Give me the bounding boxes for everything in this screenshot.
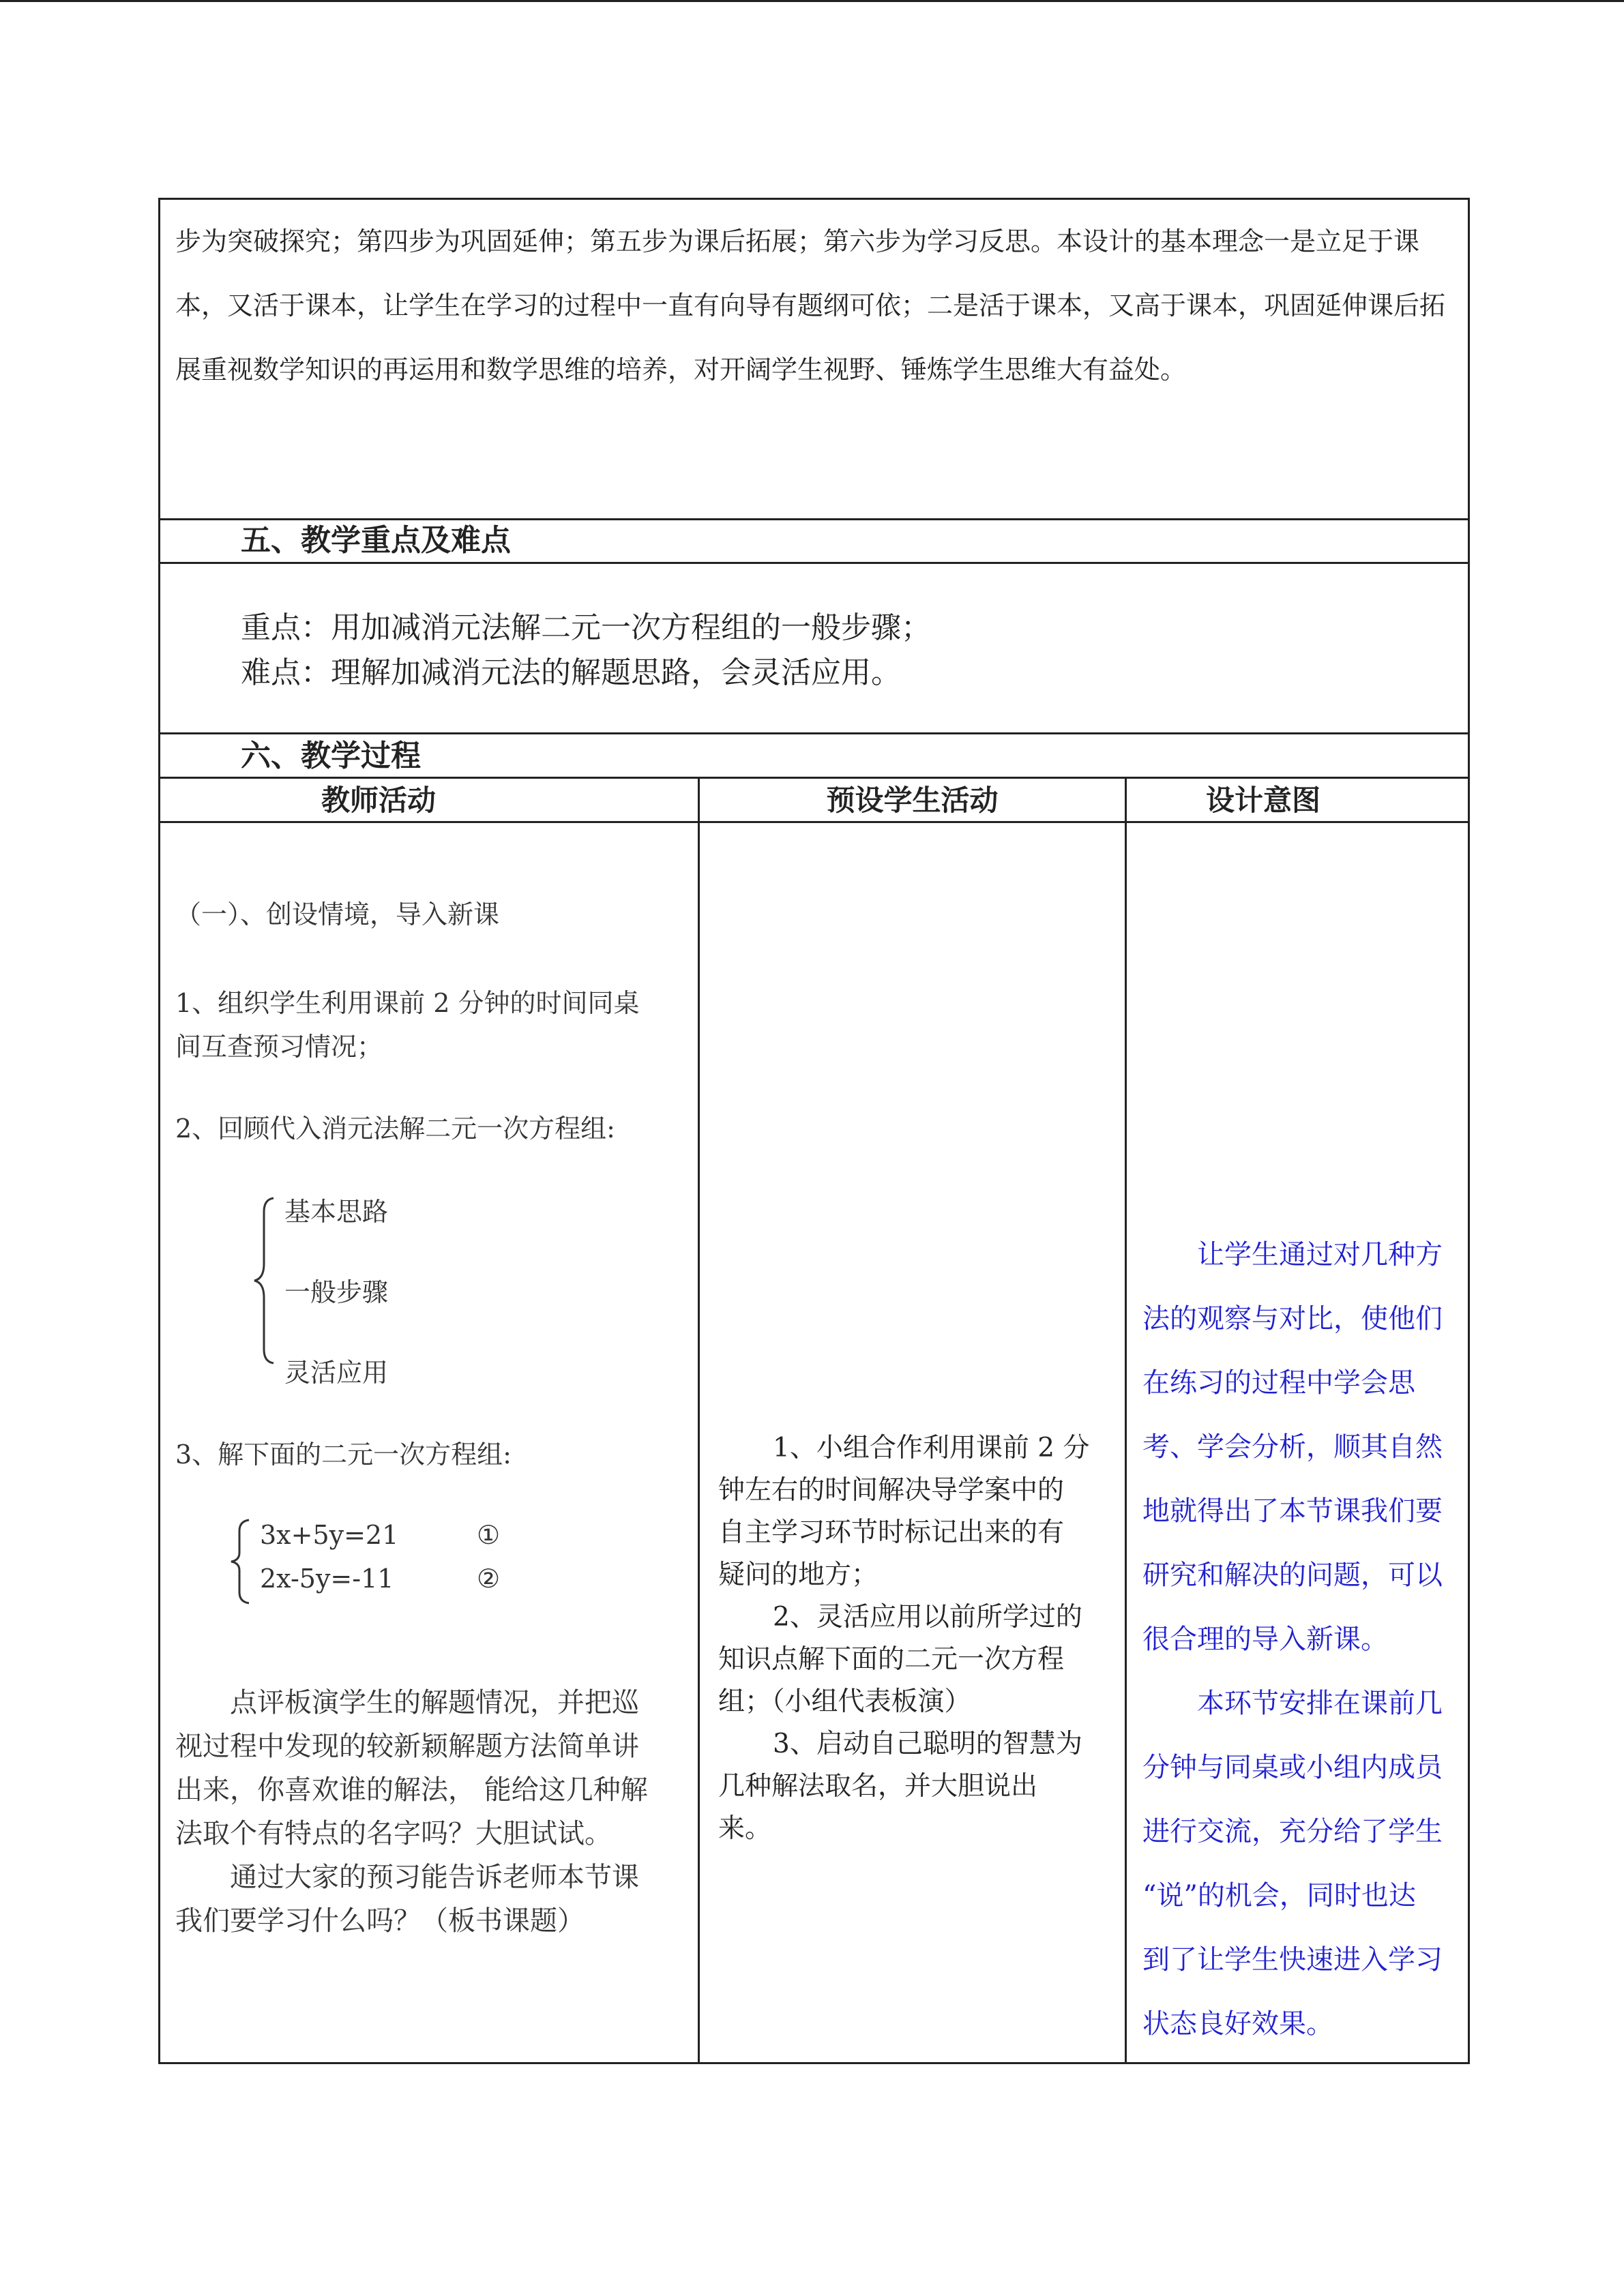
student-activity-cell: [718, 1427, 1127, 1850]
design-line: 研究和解决的问题，可以: [1142, 1560, 1443, 1591]
design-intent-cell: [1142, 1223, 1463, 2056]
teacher-item-1-line-2: 间互查预习情况；: [175, 1032, 383, 1062]
student-line: 钟左右的时间解决导学案中的: [718, 1475, 1065, 1506]
design-line: 进行交流，充分给了学生: [1142, 1816, 1443, 1847]
comment-line: 我们要学习什么吗？（板书课题）: [175, 1905, 585, 1937]
design-line: 让学生通过对几种方: [1197, 1239, 1443, 1270]
section-6-title: 六、教学过程: [241, 739, 421, 773]
student-line: 1、小组合作利用课前 2 分: [773, 1433, 1090, 1463]
student-line: 组；（小组代表板演）: [718, 1686, 971, 1717]
student-line: 自主学习环节时标记出来的有: [718, 1517, 1065, 1548]
design-line: 在练习的过程中学会思: [1142, 1367, 1415, 1399]
teacher-activity-cell: [175, 822, 694, 2049]
design-line: 分钟与同桌或小组内成员: [1142, 1752, 1443, 1783]
lesson-plan-table: [158, 198, 1470, 2064]
key-point: 重点：用加减消元法解二元一次方程组的一般步骤；: [241, 610, 931, 645]
student-line: 来。: [718, 1813, 772, 1844]
design-line: 地就得出了本节课我们要: [1142, 1495, 1443, 1527]
intro-paragraph: 步为突破探究；第四步为巩固延伸；第五步为课后拓展；第六步为学习反思。本设计的基本理念一是立足于课本，又活于课本，让学生在学习的过程中一直有向导有题纲可依；二是活于课本，又高于课本，巩固延伸课后拓展重视数学知识的再运用和数学思维的培养，对开阔学生视野、锤炼学生思维大有益处。: [175, 226, 1446, 385]
equation-brace-icon: [228, 1517, 252, 1606]
column-header-student: 预设学生活动: [826, 784, 999, 817]
teacher-item-3: 3、解下面的二元一次方程组:: [175, 1440, 512, 1470]
design-line: 本环节安排在课前几: [1197, 1688, 1443, 1719]
brace-icon: [250, 1195, 278, 1366]
design-line: 法的观察与对比，使他们: [1142, 1303, 1443, 1335]
row-divider: [160, 732, 1468, 734]
brace-item-flexible-use: 灵活应用: [284, 1358, 389, 1388]
student-line: 2、灵活应用以前所学过的: [773, 1602, 1082, 1632]
brace-item-general-steps: 一般步骤: [284, 1277, 389, 1307]
teacher-item-1-line-1: 1、组织学生利用课前 2 分钟的时间同桌: [175, 988, 640, 1018]
column-divider: [1125, 777, 1127, 2062]
design-line: 到了让学生快速进入学习: [1142, 1944, 1443, 1976]
design-line: “说”的机会，同时也达: [1142, 1880, 1416, 1911]
equation-1-mark: ①: [477, 1520, 501, 1550]
teacher-heading: （一）、创设情境，导入新课: [175, 899, 500, 929]
equation-2: 2x-5y=-11: [260, 1564, 394, 1594]
difficulty: 难点：理解加减消元法的解题思路，会灵活应用。: [241, 655, 901, 690]
brace-item-basic-idea: 基本思路: [284, 1197, 389, 1227]
student-line: 几种解法取名，并大胆说出: [718, 1771, 1038, 1802]
section-5-title: 五、教学重点及难点: [241, 523, 511, 558]
equation-2-mark: ②: [477, 1564, 501, 1594]
column-divider: [698, 777, 700, 2062]
student-line: 知识点解下面的二元一次方程: [718, 1644, 1065, 1675]
page-top-border: [0, 0, 1624, 2]
comment-line: 通过大家的预习能告诉老师本节课: [230, 1862, 639, 1893]
row-divider: [160, 562, 1468, 564]
design-line: 很合理的导入新课。: [1142, 1624, 1388, 1655]
student-line: 疑问的地方；: [718, 1560, 879, 1590]
comment-line: 点评板演学生的解题情况，并把巡: [230, 1687, 639, 1718]
row-divider: [160, 777, 1468, 779]
comment-line: 视过程中发现的较新颖解题方法简单讲: [175, 1731, 639, 1762]
equation-1: 3x+5y=21: [260, 1520, 399, 1550]
teacher-item-2: 2、回顾代入消元法解二元一次方程组:: [175, 1114, 615, 1144]
student-line: 3、启动自己聪明的智慧为: [773, 1729, 1082, 1759]
design-line: 考、学会分析，顺其自然: [1142, 1431, 1443, 1463]
design-line: 状态良好效果。: [1142, 2008, 1333, 2040]
comment-line: 出来，你喜欢谁的解法， 能给这几种解: [175, 1774, 648, 1806]
comment-line: 法取个有特点的名字吗？大胆试试。: [175, 1818, 612, 1849]
column-header-teacher: 教师活动: [321, 784, 436, 817]
column-header-design: 设计意图: [1205, 784, 1320, 817]
